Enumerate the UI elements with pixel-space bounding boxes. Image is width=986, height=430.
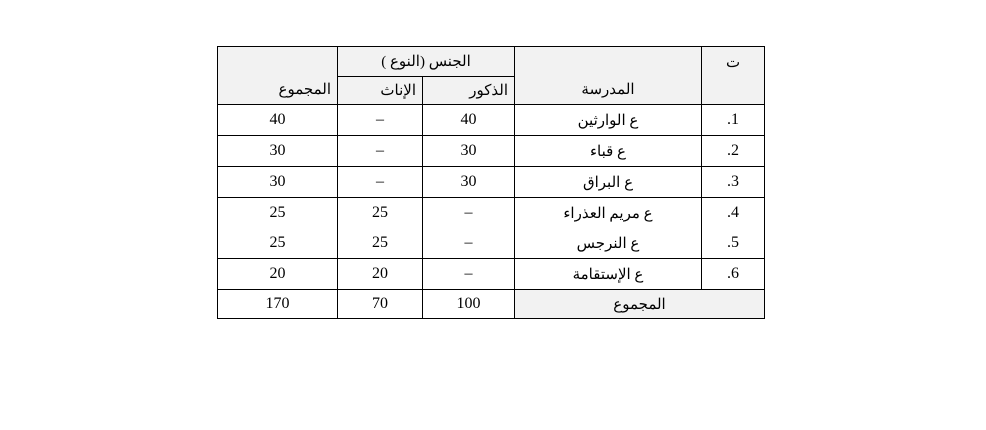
header-total-label: المجموع (278, 82, 331, 98)
footer-females: 70 (338, 290, 423, 319)
footer-label: المجموع (515, 290, 765, 319)
row-males: – (423, 198, 515, 229)
table-row (218, 259, 765, 290)
row-total: 30 (218, 136, 338, 167)
row-seq: .5 (702, 228, 765, 259)
row-school: ع النرجس (515, 228, 702, 259)
row-school: ع الوارثين (515, 105, 702, 136)
row-seq: .4 (702, 198, 765, 229)
row-total: 40 (218, 105, 338, 136)
row-school: ع البراق (515, 167, 702, 198)
row-seq: .3 (702, 167, 765, 198)
row-total: 25 (218, 228, 338, 259)
header-males: الذكور (423, 77, 515, 105)
row-females: 25 (338, 228, 423, 259)
row-females: – (338, 136, 423, 167)
row-school: ع قباء (515, 136, 702, 167)
row-males: 30 (423, 136, 515, 167)
header-gender-group: الجنس (النوع ) (338, 47, 515, 77)
row-females: – (338, 167, 423, 198)
school-enrollment-table (217, 46, 765, 319)
row-males: 40 (423, 105, 515, 136)
header-seq: ت (702, 47, 765, 105)
row-males: – (423, 259, 515, 290)
row-total: 30 (218, 167, 338, 198)
row-males: – (423, 228, 515, 259)
table-row (218, 228, 765, 259)
row-females: 25 (338, 198, 423, 229)
table-row (218, 105, 765, 136)
table-row (218, 167, 765, 198)
row-school: ع الإستقامة (515, 259, 702, 290)
row-seq: .6 (702, 259, 765, 290)
header-school: المدرسة (515, 47, 702, 105)
row-seq: .1 (702, 105, 765, 136)
row-females: 20 (338, 259, 423, 290)
table-row (218, 198, 765, 229)
row-males: 30 (423, 167, 515, 198)
header-total (218, 47, 338, 105)
table-footer-row (218, 290, 765, 319)
row-total: 20 (218, 259, 338, 290)
header-females: الإناث (338, 77, 423, 105)
row-females: – (338, 105, 423, 136)
row-total: 25 (218, 198, 338, 229)
row-school: ع مريم العذراء (515, 198, 702, 229)
footer-males: 100 (423, 290, 515, 319)
row-seq: .2 (702, 136, 765, 167)
footer-total: 170 (218, 290, 338, 319)
table-row (218, 136, 765, 167)
